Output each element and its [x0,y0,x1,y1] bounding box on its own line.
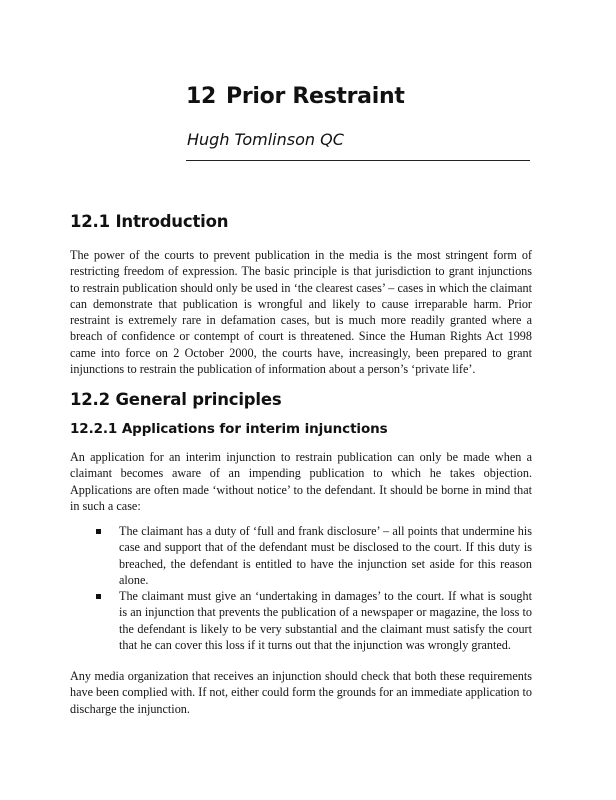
title-divider [186,160,530,161]
chapter-title [186,84,405,109]
section-heading-introduction: 12.1 Introduction [70,212,229,231]
requirements-list [96,523,532,653]
applications-paragraph: An application for an interim injunction to restrain publication can only be made when a claimant becomes aware of an impending publication to which he takes objection. Applications are often made ‘without notice’ to the defendant. It should be borne in mind that in such a case: [70,450,532,513]
square-bullet-icon [96,594,101,599]
list-item [96,523,532,588]
list-item [96,588,532,653]
list-item-text: The claimant has a duty of ‘full and frank disclosure’ – all points that undermine his case and support that of the defendant must be disclosed to the court. If this duty is breached, the defendant is entitled to have the injunction set aside for this reason alone. [119,524,532,587]
chapter-title-text: Prior Restraint [226,84,405,109]
section-heading-general-principles: 12.2 General principles [70,390,282,409]
closing-paragraph: Any media organization that receives an injunction should check that both these requirements have been complied with. If not, either could form the grounds for an immediate application to discharge the injunction. [70,669,532,716]
chapter-number: 12 [186,84,217,109]
introduction-paragraph: The power of the courts to prevent publication in the media is the most stringent form of restricting freedom of expression. The basic principle is that jurisdiction to grant injunctions to restrain publication should only be used in ‘the clearest cases’ – cases in which the claimant can demonstrate that publication is wrongful and likely to cause irreparable harm. Prior restraint is extremely rare in defamation cases, but is much more readily granted where a breach of confidence or contempt of court is threatened. Since the Human Rights Act 1998 came into force on 2 October 2000, the courts have, increasingly, been prepared to grant injunctions to restrain the publication of information about a person’s ‘private life’. [70,248,532,377]
square-bullet-icon [96,529,101,534]
subsection-heading-interim-injunctions: 12.2.1 Applications for interim injunctions [70,421,388,437]
chapter-author: Hugh Tomlinson QC [187,130,344,149]
list-item-text: The claimant must give an ‘undertaking in damages’ to the court. If what is sought is an injunction that prevents the publication of a newspaper or magazine, the loss to the defendant is likely to be very substantial and the claimant must satisfy the court that he can cover this loss if it turns out that the injunction was wrongly granted. [119,589,532,653]
